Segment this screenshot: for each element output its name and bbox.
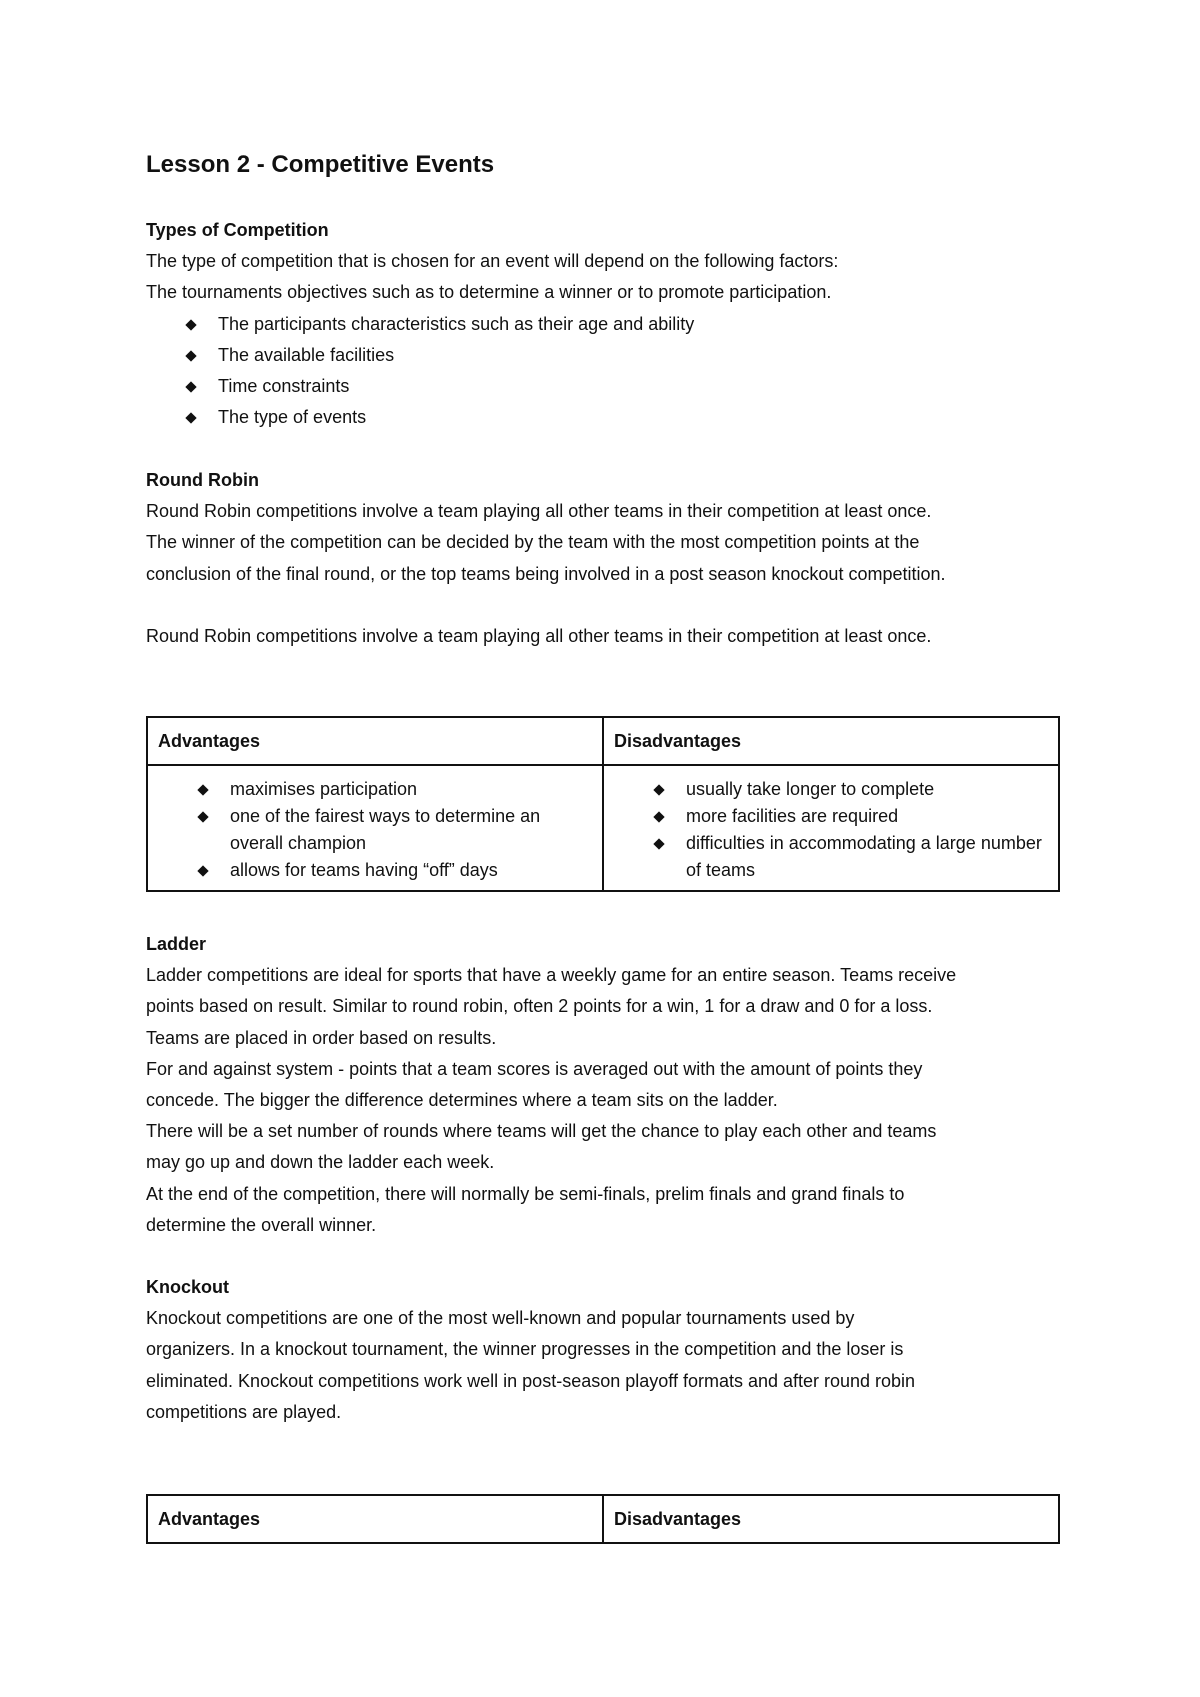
- list-item: The available facilities: [146, 340, 1058, 371]
- disadvantages-list: [612, 776, 1050, 884]
- list-item: one of the fairest ways to determine an overall champion: [156, 803, 594, 857]
- paragraph-line: For and against system - points that a team scores is averaged out with the amount of points they: [146, 1058, 923, 1079]
- types-objectives: The tournaments objectives such as to determine a winner or to promote participation.: [146, 282, 832, 303]
- types-section: [146, 215, 1058, 433]
- paragraph-line: Ladder competitions are ideal for sports that have a weekly game for an entire season. Teams receive: [146, 965, 957, 986]
- advantages-header: Advantages: [147, 1495, 603, 1543]
- paragraph-line: concede. The bigger the difference determines where a team sits on the ladder.: [146, 1090, 778, 1111]
- list-item: The participants characteristics such as their age and ability: [146, 309, 1058, 340]
- round-robin-heading: Round Robin: [146, 470, 259, 490]
- types-heading: Types of Competition: [146, 220, 329, 240]
- round-robin-repeat: [146, 621, 1058, 652]
- list-item: The type of events: [146, 402, 1058, 433]
- paragraph-line: Teams are placed in order based on results.: [146, 1027, 497, 1048]
- list-item: Time constraints: [146, 371, 1058, 402]
- paragraph-line: determine the overall winner.: [146, 1214, 377, 1235]
- paragraph-line: The winner of the competition can be decided by the team with the most competition points at the: [146, 532, 920, 553]
- factors-list: [146, 309, 1058, 434]
- knockout-section: [146, 1272, 1058, 1428]
- advantages-list: [156, 776, 594, 884]
- knockout-table: [146, 1494, 1060, 1544]
- paragraph-line: conclusion of the final round, or the top teams being involved in a post season knockout competition.: [146, 563, 946, 584]
- list-item: difficulties in accommodating a large number of teams: [612, 830, 1050, 884]
- ladder-section: [146, 929, 1058, 1241]
- paragraph-line: Knockout competitions are one of the most well-known and popular tournaments used by: [146, 1308, 855, 1329]
- advantages-cell: [147, 765, 603, 891]
- round-robin-section: [146, 465, 1058, 590]
- paragraph-line: competitions are played.: [146, 1401, 342, 1422]
- paragraph-line: There will be a set number of rounds where teams will get the chance to play each other and teams: [146, 1121, 937, 1142]
- types-intro: The type of competition that is chosen for an event will depend on the following factors:: [146, 251, 839, 272]
- paragraph-line: organizers. In a knockout tournament, the winner progresses in the competition and the loser is: [146, 1339, 904, 1360]
- paragraph-line: Round Robin competitions involve a team playing all other teams in their competition at least once.: [146, 501, 932, 522]
- list-item: allows for teams having “off” days: [156, 857, 594, 884]
- ladder-heading: Ladder: [146, 934, 207, 954]
- paragraph-line: Round Robin competitions involve a team playing all other teams in their competition at least once.: [146, 626, 932, 646]
- advantages-header: Advantages: [147, 717, 603, 765]
- list-item: usually take longer to complete: [612, 776, 1050, 803]
- disadvantages-header: Disadvantages: [603, 1495, 1059, 1543]
- disadvantages-cell: [603, 765, 1059, 891]
- paragraph-line: points based on result. Similar to round robin, often 2 points for a win, 1 for a draw and 0 for a loss.: [146, 996, 933, 1017]
- paragraph-line: may go up and down the ladder each week.: [146, 1152, 495, 1173]
- paragraph-line: eliminated. Knockout competitions work well in post-season playoff formats and after round robin: [146, 1370, 916, 1391]
- list-item: maximises participation: [156, 776, 594, 803]
- knockout-heading: Knockout: [146, 1277, 229, 1297]
- paragraph-line: At the end of the competition, there will normally be semi-finals, prelim finals and grand finals to: [146, 1183, 905, 1204]
- round-robin-table: [146, 716, 1060, 892]
- disadvantages-header: Disadvantages: [603, 717, 1059, 765]
- page-title: Lesson 2 - Competitive Events: [146, 151, 495, 178]
- list-item: more facilities are required: [612, 803, 1050, 830]
